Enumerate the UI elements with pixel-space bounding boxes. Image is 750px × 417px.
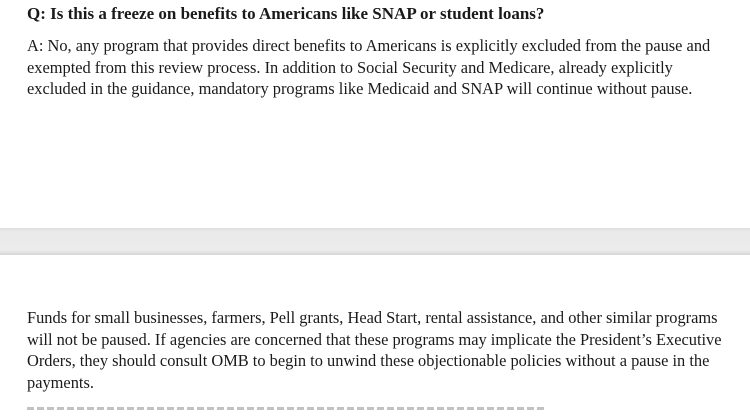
funds-paragraph: Funds for small businesses, farmers, Pell grants, Head Start, rental assistance, and other similar programs will not be paused. If agencies are concerned that these programs may implicate the President’s Executive Orders, they should consult OMB to begin to unwind these objectionable policies without a pause in the payments. <box>27 308 722 392</box>
document-page-bottom <box>0 255 750 409</box>
page-separator <box>0 228 750 255</box>
answer-paragraph: A: No, any program that provides direct benefits to Americans is explicitly excluded from the pause and exempted from this review process. In addition to Social Security and Medicare, already explicitly excluded in the guidance, mandatory programs like Medicaid and SNAP will continue without pause. <box>27 36 711 98</box>
question-heading: Q: Is this a freeze on benefits to Americans like SNAP or student loans? <box>27 4 545 23</box>
cut-off-text-line <box>27 405 547 417</box>
